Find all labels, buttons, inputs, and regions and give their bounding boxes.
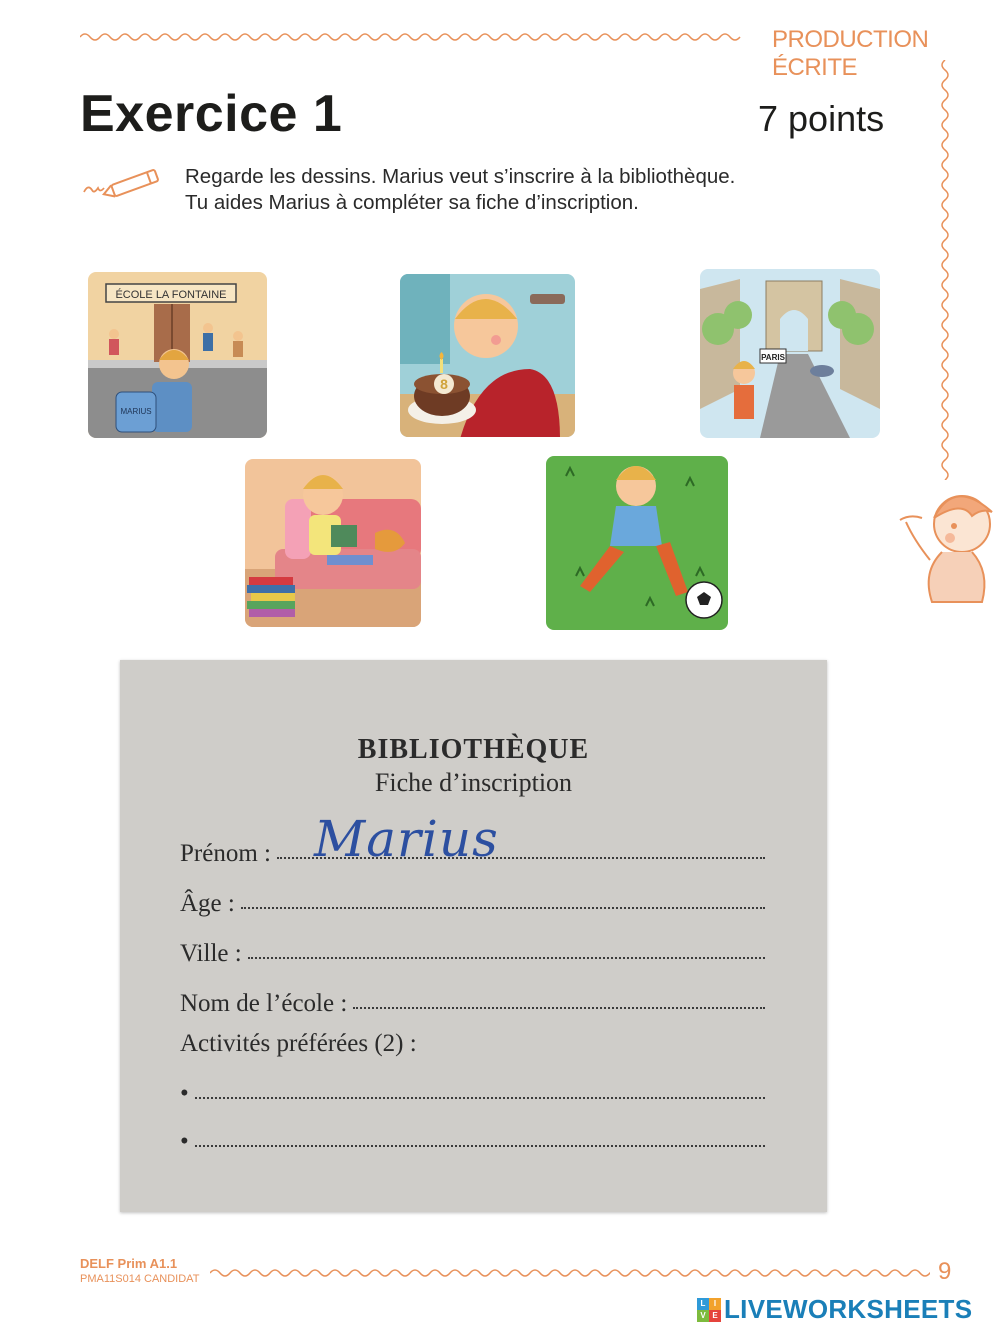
footer-exam-label: DELF Prim A1.1 — [80, 1256, 178, 1271]
school-sign-text: ÉCOLE LA FONTAINE — [115, 289, 227, 301]
top-wavy-line — [80, 30, 760, 44]
liveworksheets-logo[interactable] — [697, 1294, 972, 1325]
city-sign-text: PARIS — [761, 353, 785, 362]
bullet-1: • — [180, 1080, 189, 1107]
activity-1-field[interactable] — [180, 1080, 765, 1108]
instruction-line-1: Regarde les dessins. Marius veut s’inscrire à la bibliothèque. — [185, 165, 736, 188]
footer-wavy-line — [210, 1266, 930, 1280]
activities-label: Activités préférées (2) : — [180, 1030, 417, 1057]
registration-card — [120, 660, 827, 1212]
firstname-label: Prénom : — [180, 840, 271, 867]
page-number: 9 — [938, 1258, 952, 1285]
picture-school — [88, 272, 267, 438]
logo-letter-i: I — [709, 1298, 721, 1310]
school-dotted-line — [353, 1006, 765, 1009]
picture-reading — [245, 459, 421, 627]
school-label: Nom de l’école : — [180, 990, 348, 1017]
backpack-name-text: MARIUS — [120, 407, 152, 416]
footer-code-label: PMA11S014 CANDIDAT — [80, 1273, 200, 1285]
liveworksheets-icon — [697, 1298, 721, 1322]
activity-1-dotted-line — [195, 1096, 765, 1099]
activity-2-field[interactable] — [180, 1128, 765, 1156]
girl-illustration — [880, 480, 1000, 610]
right-wavy-line — [935, 60, 955, 480]
firstname-handwritten-value: Marius — [314, 810, 499, 868]
picture-paris — [700, 269, 880, 438]
activity-2-dotted-line — [195, 1144, 765, 1147]
logo-letter-e: E — [709, 1310, 721, 1322]
picture-football — [546, 456, 728, 630]
age-label: Âge : — [180, 890, 235, 917]
card-title: BIBLIOTHÈQUE — [357, 734, 590, 765]
liveworksheets-wordmark: LIVEWORKSHEETS — [724, 1294, 973, 1324]
logo-letter-v: V — [697, 1310, 709, 1322]
city-dotted-line — [248, 956, 765, 959]
logo-letter-l: L — [697, 1298, 709, 1310]
city-field[interactable] — [180, 940, 765, 968]
picture-birthday-cake — [400, 274, 575, 437]
school-field[interactable] — [180, 990, 765, 1018]
age-field[interactable] — [180, 890, 765, 918]
section-label: PRODUCTION ÉCRITE — [772, 26, 929, 81]
bullet-2: • — [180, 1128, 189, 1155]
exercise-title: Exercice 1 — [80, 85, 343, 143]
pencil-icon — [82, 166, 172, 202]
activities-heading — [180, 1030, 765, 1058]
cake-number-text: 8 — [440, 376, 448, 392]
instruction-line-2: Tu aides Marius à compléter sa fiche d’inscription. — [185, 191, 639, 214]
card-subtitle: Fiche d’inscription — [374, 768, 573, 797]
points-label: 7 points — [758, 98, 885, 139]
age-dotted-line — [241, 906, 765, 909]
city-label: Ville : — [180, 940, 242, 967]
